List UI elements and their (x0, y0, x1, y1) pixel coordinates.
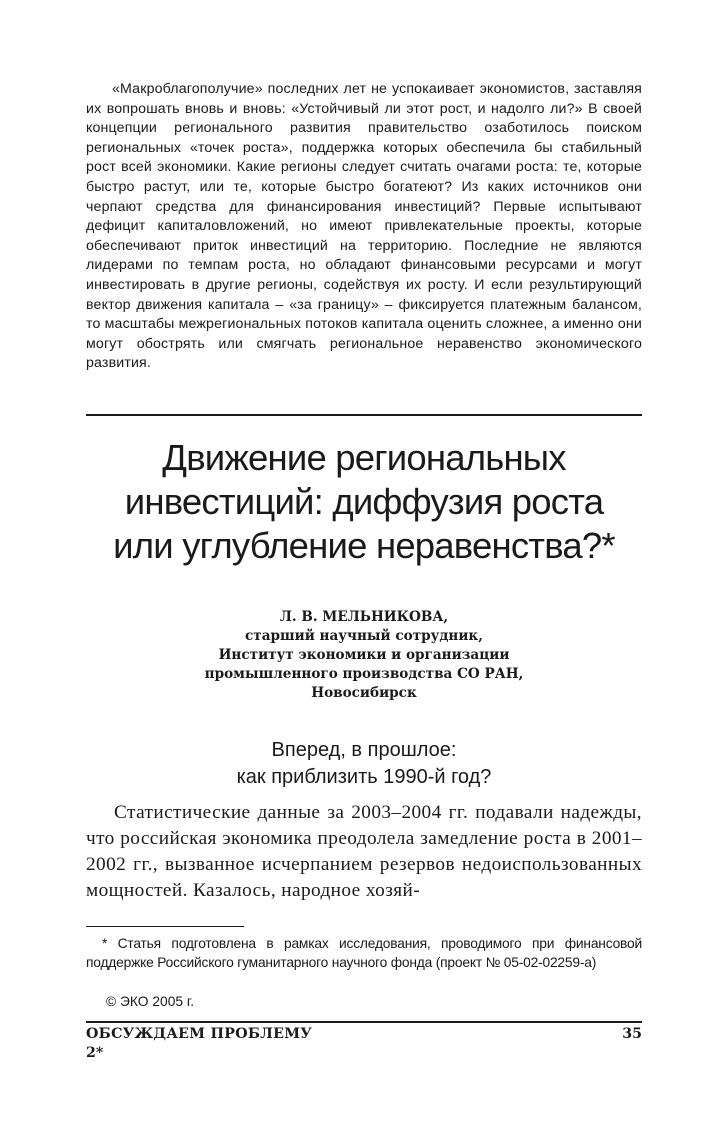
running-head: ОБСУЖДАЕМ ПРОБЛЕМУ (86, 1026, 313, 1042)
title-line-1: Движение региональных (162, 437, 566, 478)
abstract-text: «Макроблагополучие» последних лет не успокаивает экономистов, заставляя их вопрошать вновь и вновь: «Устойчивый ли этот рост, и надолго ли?» В своей концепции регионального развития правительство озаботилось поиском региональных «точек роста», поддержка которых обеспечила бы стабильный рост всей экономики. Какие регионы следует считать очагами роста: те, которые быстро растут, или те, которые быстро богатеют? Из каких источников они черпают средства для финансирования инвестиций? Первые испытывают дефицит капиталовложений, но имеют привлекательные проекты, которые обеспечивают приток инвестиций на территорию. Последние не являются лидерами по темпам роста, но обладают финансовыми ресурсами и могут инвестировать в другие регионы, содействуя их росту. И если результирующий вектор движения капитала – «за границу» – фиксируется платежным балансом, то масштабы межрегиональных потоков капитала оценить сложнее, а именно они могут обострять или смягчать региональное неравенство экономического развития. (86, 81, 642, 372)
footnote-divider (86, 926, 244, 927)
body-paragraph: Статистические данные за 2003–2004 гг. подавали надежды, что российская экономика преодолела замедление роста в 2001–2002 гг., вызванное исчерпанием резервов недоиспользованных мощностей. Казалось, народное хозяй- (86, 802, 642, 901)
author-institute-line-2: промышленного производства СО РАН, (204, 666, 524, 682)
author-institute-line-1: Институт экономики и организации (218, 647, 510, 663)
section-heading-line-1: Вперед, в прошлое: (271, 739, 457, 761)
article-title (86, 436, 642, 568)
author-name: Л. В. МЕЛЬНИКОВА, (279, 609, 449, 625)
printer-signature: 2* (86, 1045, 104, 1061)
copyright-notice: © ЭКО 2005 г. (106, 994, 195, 1009)
page-number: 35 (622, 1026, 642, 1042)
footnote: * Статья подготовлена в рамках исследования, проводимого при финансовой поддержке Российского гуманитарного научного фонда (проект № 05-02-02259-а) (86, 936, 642, 970)
title-line-3: или углубление неравенства?* (113, 525, 615, 566)
bottom-divider (86, 1021, 642, 1023)
section-heading (86, 737, 642, 791)
author-block (86, 608, 642, 703)
title-line-2: инвестиций: диффузия роста (124, 481, 604, 522)
author-position: старший научный сотрудник, (245, 628, 483, 644)
top-divider (86, 414, 642, 416)
author-city: Новосибирск (311, 685, 417, 701)
section-heading-line-2: как приблизить 1990-й год? (236, 766, 492, 788)
abstract (86, 80, 642, 374)
